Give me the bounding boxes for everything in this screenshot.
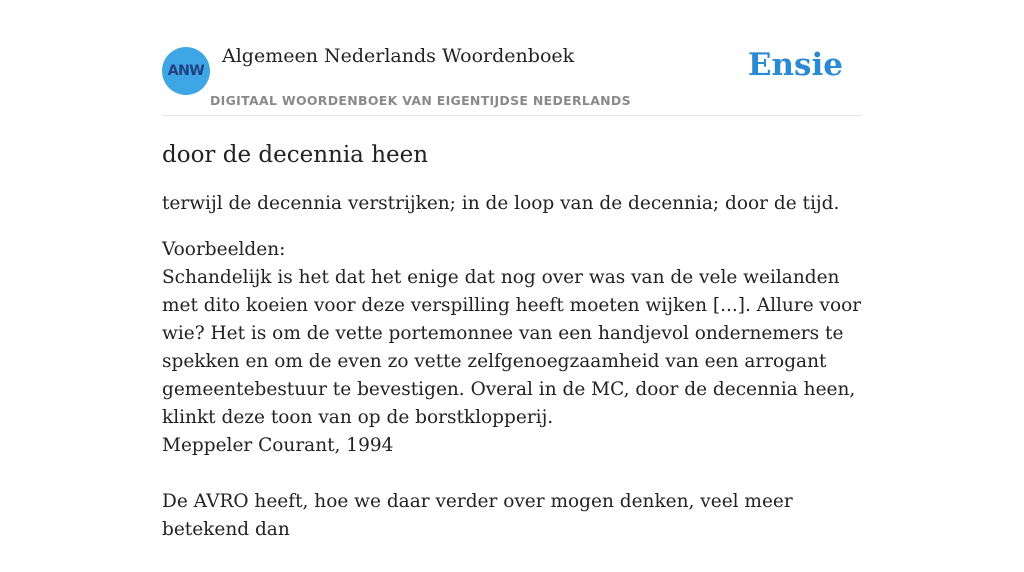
site-header <box>162 0 862 116</box>
example-item <box>162 488 862 544</box>
anw-logo[interactable] <box>162 47 210 95</box>
logo-text: ANW <box>167 63 205 79</box>
ensie-brand-link[interactable]: Ensie <box>747 47 843 83</box>
entry-definition: terwijl de decennia verstrijken; in de loop van de decennia; door de tijd. <box>162 193 840 214</box>
examples-label: Voorbeelden: <box>162 239 286 260</box>
example-item <box>162 264 862 460</box>
examples-section <box>162 236 862 544</box>
site-title[interactable]: Algemeen Nederlands Woordenboek <box>222 45 575 67</box>
entry-term: door de decennia heen <box>162 142 429 168</box>
example-text: Schandelijk is het dat het enige dat nog over was van de vele weilanden met dito koeien voor deze verspilling heeft moeten wijken [...]. Allure voor wie? Het is om de vette portemonnee van een handjevol ondernemers te spekken en om de even zo vette zelfgenoegzaamheid van een arrogant gemeentebestuur te bevestigen. Overal in de MC, door de decennia heen, klinkt deze toon van op de borstklopperij. <box>162 267 862 428</box>
content-container <box>162 0 862 572</box>
example-text: De AVRO heeft, hoe we daar verder over mogen denken, veel meer betekend dan <box>162 491 793 540</box>
site-subtitle: DIGITAAL WOORDENBOEK VAN EIGENTIJDSE NEDERLANDS <box>210 93 631 108</box>
example-source: Meppeler Courant, 1994 <box>162 435 394 456</box>
